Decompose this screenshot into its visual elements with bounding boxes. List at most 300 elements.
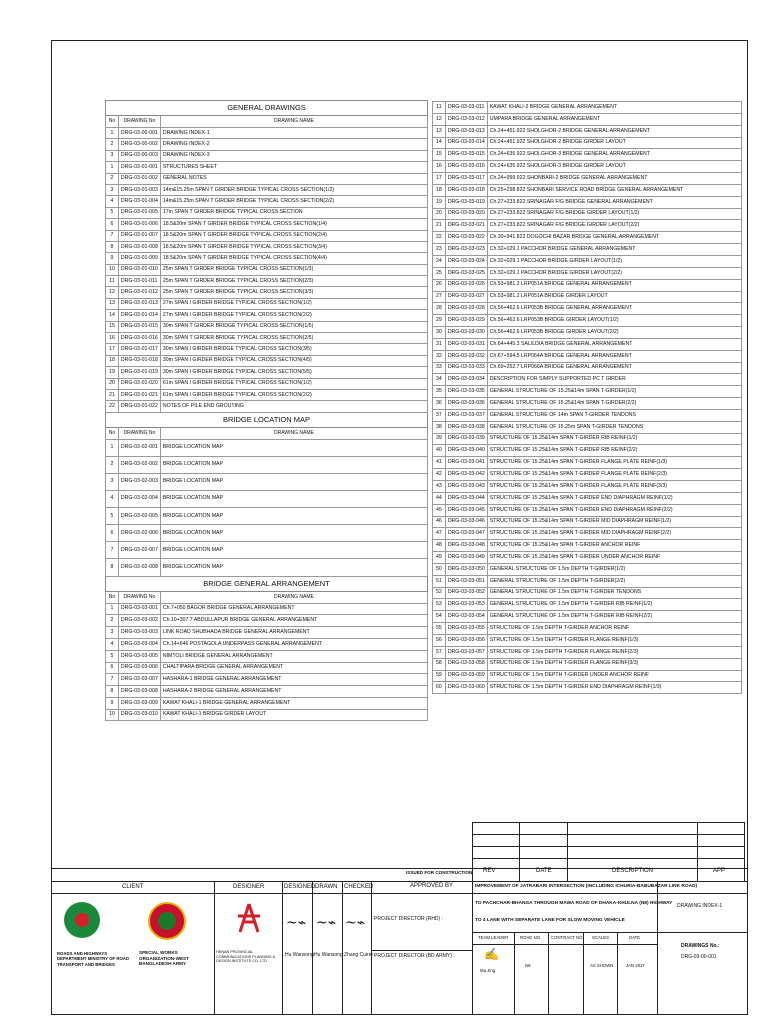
drawing-name-cell: STRUCTURE OF 1.5m DEPTH T-GIRDER FLANGE REINF(2/3): [487, 646, 741, 658]
scale-value: AS SHOWN: [590, 963, 614, 968]
drawing-name-cell: STRUCTURE OF 1.5m DEPTH T-GIRDER UNDER ANCHOR REINF: [487, 670, 741, 682]
drawing-number-cell: DRG-03-03-033: [445, 362, 487, 374]
table-row: [433, 433, 742, 445]
drawing-number-cell: DRG-03-03-025: [445, 267, 487, 279]
row-number: 16: [433, 161, 446, 173]
section-title: GENERAL DRAWINGS: [106, 101, 428, 116]
row-number: 50: [433, 563, 446, 575]
row-number: 45: [433, 504, 446, 516]
table-row: [106, 344, 428, 355]
table-row: [433, 409, 742, 421]
row-number: 22: [433, 232, 446, 244]
row-number: 1: [106, 128, 119, 139]
drawing-name-cell: Ch.27+233.822 SRINAGAR F/G BRIDGE GIRDER LAYOUT(1/2): [487, 208, 741, 220]
drawing-number-cell: DRG-03-03-039: [445, 433, 487, 445]
project-line-2: TO PACHCHAR-BHANGA THROUGH MAWA ROAD OF DHAKA-KHULNA (N8) HIGHWAY: [475, 901, 673, 906]
row-number: 53: [433, 599, 446, 611]
row-number: 38: [433, 421, 446, 433]
drawing-number-cell: DRG-03-03-026: [445, 279, 487, 291]
table-row: [106, 508, 428, 525]
row-number: 27: [433, 291, 446, 303]
drawing-number-cell: DRG-03-03-019: [445, 196, 487, 208]
table-row: [433, 327, 742, 339]
table-row: [433, 149, 742, 161]
drawing-name-cell: DRAWING INDEX-1: [160, 128, 427, 139]
table-row: [433, 232, 742, 244]
drawing-number-cell: DRG-03-03-030: [445, 327, 487, 339]
drawing-name-cell: Ch.69+252.7 LRP066A BRIDGE GENERAL ARRANGEMENT: [487, 362, 741, 374]
drawing-name-cell: 30m SPAN T GIRDER BRIDGE TYPICAL CROSS SECTION(2/5): [160, 333, 427, 344]
drawing-name-cell: STRUCTURE OF 15.25&14m SPAN T-GIRDER END DIAPHRAGM REINF(1/2): [487, 492, 741, 504]
drawing-name-cell: KAWAT KHALI-1 BRIDGE GIRDER LAYOUT: [160, 709, 427, 721]
drawing-name-cell: Ch.56+462.6 LRP053B BRIDGE GIRDER LAYOUT(2/2): [487, 327, 741, 339]
row-number: 51: [433, 575, 446, 587]
client-name: ROADS AND HIGHWAYS DEPARTMENT MINISTRY OF ROAD TRANSPORT AND BRIDGES: [57, 951, 130, 967]
rev-header: REV: [483, 868, 496, 874]
row-number: 54: [433, 611, 446, 623]
table-row: [106, 241, 428, 252]
row-number: 42: [433, 469, 446, 481]
row-number: 8: [106, 686, 119, 698]
drawing-name-cell: Ch.24+451.922 SHOLGHOR-2 BRIDGE GIRDER LAYOUT: [487, 137, 741, 149]
row-number: 3: [106, 627, 119, 639]
table-row: [106, 355, 428, 366]
drawing-name-cell: 14m&15.25m SPAN T GIRDER BRIDGE TYPICAL CROSS SECTION(1/2): [160, 184, 427, 195]
road-value: N8: [525, 963, 531, 968]
column-header: DRAWING NAME: [160, 427, 427, 439]
table-row: [433, 421, 742, 433]
row-number: 28: [433, 303, 446, 315]
drawing-number-cell: DRG-03-03-035: [445, 386, 487, 398]
table-row: [433, 398, 742, 410]
drawing-name-cell: Ch.53+981.2 LRP051A BRIDGE GENERAL ARRANGEMENT: [487, 279, 741, 291]
drawing-number-cell: DRG-03-02-005: [118, 508, 160, 525]
drawing-number-cell: DRG-03-03-052: [445, 587, 487, 599]
drawing-name-cell: 25m SPAN T GIRDER BRIDGE TYPICAL CROSS SECTION(3/3): [160, 287, 427, 298]
drawing-name-cell: GENERAL STRUCTURE OF 14m SPAN T-GIRDER TENDONS: [487, 409, 741, 421]
row-number: 55: [433, 623, 446, 635]
row-number: 8: [106, 241, 119, 252]
row-number: 13: [106, 298, 119, 309]
drawing-number-cell: DRG-03-03-036: [445, 398, 487, 410]
drawing-name-cell: 30m SPAN I GIRDER BRIDGE TYPICAL CROSS SECTION(5/5): [160, 367, 427, 378]
drawing-number-cell: DRG-03-03-045: [445, 504, 487, 516]
drawing-name-cell: STRUCTURE OF 15.25&14m SPAN T-GIRDER MID DIAPHRAGM REINF(2/2): [487, 528, 741, 540]
drawing-number: DRG-03-00-001: [681, 954, 717, 960]
drawing-name-cell: BRIDGE LOCATION MAP: [160, 491, 427, 508]
drawing-number-cell: DRG-03-03-038: [445, 421, 487, 433]
drawing-number-cell: DRG-03-03-044: [445, 492, 487, 504]
drawing-title: DRAWING INDEX-1: [677, 903, 723, 909]
table-row: [433, 528, 742, 540]
drawing-number-cell: DRG-03-03-040: [445, 445, 487, 457]
left-index-table: [105, 100, 428, 721]
drawing-number-cell: DRG-03-03-042: [445, 469, 487, 481]
row-number: 26: [433, 279, 446, 291]
table-row: [106, 491, 428, 508]
drawing-number-cell: DRG-03-01-014: [118, 310, 160, 321]
row-number: 6: [106, 662, 119, 674]
section-title: BRIDGE GENERAL ARRANGEMENT: [106, 576, 428, 591]
table-row: [433, 338, 742, 350]
drawing-name-cell: 27m SPAN I GIRDER BRIDGE TYPICAL CROSS SECTION(2/2): [160, 310, 427, 321]
table-row: [106, 559, 428, 576]
drawing-number-cell: DRG-03-03-001: [118, 603, 160, 615]
drawing-number-cell: DRG-03-01-020: [118, 378, 160, 389]
drawing-number-cell: DRG-03-03-027: [445, 291, 487, 303]
row-number: 5: [106, 508, 119, 525]
drawing-number-cell: DRG-03-02-002: [118, 456, 160, 473]
table-row: [106, 298, 428, 309]
row-number: 18: [106, 355, 119, 366]
approved-by-header: APPROVED BY: [410, 883, 454, 889]
row-number: 20: [433, 208, 446, 220]
designer-header: DESIGNER: [233, 884, 265, 890]
drawing-name-cell: 18.5&20m SPAN T GIRDER BRIDGE TYPICAL CROSS SECTION(4/4): [160, 253, 427, 264]
table-row: [433, 599, 742, 611]
drawing-name-cell: GENERAL STRUCTURE OF 1.5m DEPTH T-GIRDER TENDONS: [487, 587, 741, 599]
table-row: [433, 682, 742, 694]
row-number: 2: [106, 615, 119, 627]
column-header-row: [106, 427, 428, 439]
table-row: [106, 473, 428, 490]
checked-header: CHECKED: [344, 884, 374, 890]
scales-label: SCALES: [592, 935, 609, 940]
table-row: [106, 525, 428, 542]
row-number: 24: [433, 255, 446, 267]
pd-army-label: PROJECT DIRECTOR (BD ARMY) :: [374, 953, 455, 959]
table-row: [433, 220, 742, 232]
drawing-number-cell: DRG-03-03-041: [445, 457, 487, 469]
drawing-number-cell: DRG-03-03-059: [445, 670, 487, 682]
drawing-number-cell: DRG-03-03-051: [445, 575, 487, 587]
drawing-name-cell: Ch.56+462.6 LRP053B BRIDGE GENERAL ARRANGEMENT: [487, 303, 741, 315]
row-number: 9: [106, 253, 119, 264]
table-row: [433, 279, 742, 291]
table-row: [106, 150, 428, 161]
table-row: [106, 162, 428, 173]
table-row: [106, 456, 428, 473]
drawn-by: Hu Wansong: [314, 952, 343, 958]
drawing-name-cell: NOTES OF PILE END GROUTING: [160, 401, 427, 412]
table-row: [433, 552, 742, 564]
drawing-name-cell: Ch.30+941.822 DOGOCHI BAZAR BRIDGE GENERAL ARRANGEMENT: [487, 232, 741, 244]
column-header-row: [106, 591, 428, 603]
drawing-number-cell: DRG-03-03-013: [445, 125, 487, 137]
table-row: [106, 264, 428, 275]
drawing-number-cell: DRG-03-03-017: [445, 173, 487, 185]
table-row: [433, 161, 742, 173]
contract-no-label: CONTRACT NO.: [551, 935, 584, 940]
drawing-name-cell: BRIDGE LOCATION MAP: [160, 508, 427, 525]
row-number: 56: [433, 634, 446, 646]
column-header: DRAWING No: [118, 427, 160, 439]
date-value: JAN 2017: [626, 963, 645, 968]
drawing-name-cell: STRUCTURE OF 15.25&14m SPAN T-GIRDER UNDER ANCHOR REINF: [487, 552, 741, 564]
row-number: 19: [106, 367, 119, 378]
row-number: 3: [106, 150, 119, 161]
row-number: 11: [106, 276, 119, 287]
row-number: 3: [106, 184, 119, 195]
drawing-number-cell: DRG-03-02-001: [118, 439, 160, 456]
table-row: [433, 291, 742, 303]
table-row: [433, 374, 742, 386]
drawing-number-cell: DRG-03-03-046: [445, 516, 487, 528]
drawing-name-cell: Ch.24+451.922 SHOLGHOR-2 BRIDGE GENERAL ARRANGEMENT: [487, 125, 741, 137]
client-header: CLIENT: [122, 884, 144, 890]
table-row: [433, 469, 742, 481]
table-row: [106, 662, 428, 674]
table-row: [433, 244, 742, 256]
designer-logo: [234, 902, 264, 936]
column-header: No: [106, 427, 119, 439]
drawing-name-cell: GENERAL NOTES: [160, 173, 427, 184]
drawing-name-cell: GENERAL STRUCTURE OF 1.5m DEPTH T-GIRDER(1/2): [487, 563, 741, 575]
right-index-table: [432, 101, 742, 694]
drawing-name-cell: 30m SPAN I GIRDER BRIDGE TYPICAL CROSS SECTION(4/5): [160, 355, 427, 366]
drawing-number-cell: DRG-03-03-060: [445, 682, 487, 694]
table-row: [106, 321, 428, 332]
drawing-name-cell: Ch.24+635.922 SHOLGHOR-3 BRIDGE GENERAL ARRANGEMENT: [487, 149, 741, 161]
drawing-number-cell: DRG-03-03-005: [118, 650, 160, 662]
column-header: No: [106, 591, 119, 603]
drawing-number-cell: DRG-03-02-004: [118, 491, 160, 508]
drawing-number-cell: DRG-03-02-007: [118, 542, 160, 559]
drawing-number-cell: DRG-03-03-054: [445, 611, 487, 623]
row-number: 43: [433, 481, 446, 493]
drawing-number-cell: DRG-03-03-043: [445, 481, 487, 493]
table-row: [433, 540, 742, 552]
row-number: 33: [433, 362, 446, 374]
row-number: 5: [106, 207, 119, 218]
drawing-number-cell: DRG-03-03-010: [118, 709, 160, 721]
drawing-name-cell: Ch.27+233.822 SRINAGAR F/G BRIDGE GENERAL ARRANGEMENT: [487, 196, 741, 208]
table-row: [106, 401, 428, 412]
drawing-number-cell: DRG-03-01-022: [118, 401, 160, 412]
drawing-number-cell: DRG-03-01-012: [118, 287, 160, 298]
drawing-name-cell: HASHARA-1 BRIDGE GENERAL ARRANGEMENT: [160, 674, 427, 686]
drawing-name-cell: Ch.64+445.3 SALILDIA BRIDGE GENERAL ARRANGEMENT: [487, 338, 741, 350]
drawing-number-cell: DRG-03-01-017: [118, 344, 160, 355]
drawing-number-cell: DRG-03-03-058: [445, 658, 487, 670]
drawing-name-cell: 30m SPAN T GIRDER BRIDGE TYPICAL CROSS SECTION(1/5): [160, 321, 427, 332]
table-row: [106, 253, 428, 264]
drawing-number-cell: DRG-03-01-009: [118, 253, 160, 264]
drawing-number-cell: DRG-03-03-032: [445, 350, 487, 362]
drawing-name-cell: HASHARA-2 BRIDGE GENERAL ARRANGEMENT: [160, 686, 427, 698]
row-number: 18: [433, 184, 446, 196]
row-number: 32: [433, 350, 446, 362]
drawing-number-cell: DRG-03-01-004: [118, 196, 160, 207]
table-row: [433, 125, 742, 137]
column-header: DRAWING NAME: [160, 116, 427, 128]
section-title-row: [106, 412, 428, 427]
row-number: 4: [106, 491, 119, 508]
checked-signature-icon: ~⌁: [345, 915, 366, 931]
drawing-name-cell: Ch.14+646 POSTAGOLA UNDERPASS GENERAL ARRANGEMENT: [160, 638, 427, 650]
leader-signature-icon: ✍: [484, 947, 499, 961]
row-number: 7: [106, 230, 119, 241]
row-number: 9: [106, 697, 119, 709]
drawing-number-cell: DRG-03-01-008: [118, 241, 160, 252]
row-number: 25: [433, 267, 446, 279]
drawing-name-cell: BRIDGE LOCATION MAP: [160, 473, 427, 490]
drawing-number-cell: DRG-03-01-011: [118, 276, 160, 287]
row-number: 34: [433, 374, 446, 386]
drawing-name-cell: Ch.24+999.922 SHONBARI-2 BRIDGE GENERAL ARRANGEMENT: [487, 173, 741, 185]
drawing-number-cell: DRG-03-03-055: [445, 623, 487, 635]
drawing-number-cell: DRG-03-03-002: [118, 615, 160, 627]
drawing-name-cell: Ch.10+307.7 ABDULLAPUR BRIDGE GENERAL ARRANGEMENT: [160, 615, 427, 627]
app-header: APP: [713, 868, 726, 874]
row-number: 1: [106, 439, 119, 456]
drawing-name-cell: 14m&15.25m SPAN T GIRDER BRIDGE TYPICAL CROSS SECTION(2/2): [160, 196, 427, 207]
drawing-name-cell: Ch.32+029.1 PACCHOR BRIDGE GIRDER LAYOUT(1/2): [487, 255, 741, 267]
drawing-name-cell: NIMTOLI BRIDGE GENERAL ARRANGEMENT: [160, 650, 427, 662]
row-number: 60: [433, 682, 446, 694]
drawing-name-cell: STRUCTURE OF 15.25&14m SPAN T-GIRDER END DIAPHRAGM REINF(2/2): [487, 504, 741, 516]
drawing-number-cell: DRG-03-03-008: [118, 686, 160, 698]
drawing-number-cell: DRG-03-01-007: [118, 230, 160, 241]
drawing-number-cell: DRG-03-02-006: [118, 525, 160, 542]
drawing-name-cell: 27m SPAN I GIRDER BRIDGE TYPICAL CROSS SECTION(1/2): [160, 298, 427, 309]
table-row: [433, 563, 742, 575]
table-row: [106, 287, 428, 298]
table-row: [433, 196, 742, 208]
drawing-name-cell: Ch.53+981.2 LRP051A BRIDGE GIRDER LAYOUT: [487, 291, 741, 303]
table-row: [106, 378, 428, 389]
row-number: 57: [433, 646, 446, 658]
drawing-number-cell: DRG-03-01-001: [118, 162, 160, 173]
drawing-name-cell: 18.5&20m SPAN T GIRDER BRIDGE TYPICAL CROSS SECTION(2/4): [160, 230, 427, 241]
drawing-number-cell: DRG-03-03-015: [445, 149, 487, 161]
table-row: [433, 587, 742, 599]
table-row: [106, 709, 428, 721]
drawing-name-cell: STRUCTURE OF 1.5m DEPTH T-GIRDER FLANGE REINF(3/3): [487, 658, 741, 670]
drawing-number-cell: DRG-03-03-029: [445, 315, 487, 327]
drawing-number-cell: DRG-03-03-034: [445, 374, 487, 386]
row-number: 10: [106, 709, 119, 721]
table-row: [106, 439, 428, 456]
drawing-name-cell: DRAWING INDEX-2: [160, 139, 427, 150]
row-number: 52: [433, 587, 446, 599]
date-header: DATE: [536, 868, 552, 874]
drawing-number-cell: DRG-03-03-016: [445, 161, 487, 173]
drawing-name-cell: 17m SPAN T GIRDER BRIDGE TYPICAL CROSS SECTION: [160, 207, 427, 218]
table-row: [106, 207, 428, 218]
table-row: [433, 267, 742, 279]
drawing-name-cell: GENERAL STRUCTURE OF 1.5m DEPTH T-GIRDER RIB REINF(2/2): [487, 611, 741, 623]
drawing-number-cell: DRG-03-03-049: [445, 552, 487, 564]
row-number: 8: [106, 559, 119, 576]
table-row: [106, 615, 428, 627]
table-row: [433, 658, 742, 670]
drawing-name-cell: Ch.25+298.822 SHONBARI SERVICE ROAD BRIDGE GENERAL ARRANGEMENT: [487, 184, 741, 196]
column-header: DRAWING No: [118, 591, 160, 603]
table-row: [106, 697, 428, 709]
row-number: 37: [433, 409, 446, 421]
drawing-name-cell: STRUCTURE OF 15.25&14m SPAN T-GIRDER FLANGE PLATE REINF(2/3): [487, 469, 741, 481]
drawing-name-cell: STRUCTURES SHEET: [160, 162, 427, 173]
row-number: 30: [433, 327, 446, 339]
issued-for-construction: ISSUED FOR CONSTRUCTION: [406, 870, 473, 875]
drawing-number-cell: DRG-03-01-019: [118, 367, 160, 378]
table-row: [433, 386, 742, 398]
designed-header: DESIGNED: [284, 884, 316, 890]
table-row: [106, 367, 428, 378]
table-row: [433, 516, 742, 528]
row-number: 31: [433, 338, 446, 350]
drawing-number-cell: DRG-03-01-015: [118, 321, 160, 332]
row-number: 21: [433, 220, 446, 232]
section-title: BRIDGE LOCATION MAP: [106, 412, 428, 427]
table-row: [106, 333, 428, 344]
drawing-name-cell: BRIDGE LOCATION MAP: [160, 456, 427, 473]
table-row: [433, 670, 742, 682]
table-row: [106, 139, 428, 150]
table-row: [433, 102, 742, 114]
table-row: [106, 686, 428, 698]
drawing-number-cell: DRG-03-03-024: [445, 255, 487, 267]
table-row: [433, 255, 742, 267]
row-number: 59: [433, 670, 446, 682]
table-row: [433, 646, 742, 658]
column-header: DRAWING NAME: [160, 591, 427, 603]
row-number: 22: [106, 401, 119, 412]
table-row: [433, 611, 742, 623]
table-row: [106, 603, 428, 615]
table-row: [433, 445, 742, 457]
drawing-number-cell: DRG-03-03-004: [118, 638, 160, 650]
drawing-number-cell: DRG-03-03-022: [445, 232, 487, 244]
row-number: 17: [106, 344, 119, 355]
row-number: 14: [433, 137, 446, 149]
table-row: [433, 623, 742, 635]
row-number: 2: [106, 456, 119, 473]
drawing-number-cell: DRG-03-01-003: [118, 184, 160, 195]
drawing-name-cell: Ch.32+029.1 PACCHOR BRIDGE GENERAL ARRANGEMENT: [487, 244, 741, 256]
drawing-name-cell: GENERAL STRUCTURE OF 15.25&14m SPAN T-GIRDER(1/2): [487, 386, 741, 398]
drawing-number-cell: DRG-03-01-005: [118, 207, 160, 218]
drawing-number-cell: DRG-03-00-003: [118, 150, 160, 161]
drawing-number-cell: DRG-03-03-023: [445, 244, 487, 256]
drawing-number-cell: DRG-03-01-016: [118, 333, 160, 344]
drawing-number-cell: DRG-03-01-013: [118, 298, 160, 309]
table-row: [106, 219, 428, 230]
row-number: 4: [106, 638, 119, 650]
drawing-name-cell: Ch.7+050 BAGOR BRIDGE GENERAL ARRANGEMENT: [160, 603, 427, 615]
column-header: No: [106, 116, 119, 128]
row-number: 49: [433, 552, 446, 564]
drawing-number-cell: DRG-03-02-003: [118, 473, 160, 490]
row-number: 3: [106, 473, 119, 490]
table-row: [106, 674, 428, 686]
leader-name: Ma Jing: [480, 968, 496, 973]
drawing-number-cell: DRG-03-03-047: [445, 528, 487, 540]
pd-rhd-label: PROJECT DIRECTOR (RHD) :: [374, 916, 443, 922]
designer-name: HENAN PROVINCIAL COMMUNICATIONS PLANNING & DESIGN INSTITUTE CO.,LTD: [216, 950, 276, 964]
row-number: 2: [106, 173, 119, 184]
table-row: [106, 173, 428, 184]
table-row: [433, 481, 742, 493]
drawing-number-cell: DRG-03-02-008: [118, 559, 160, 576]
drawing-name-cell: 25m SPAN T GIRDER BRIDGE TYPICAL CROSS SECTION(2/3): [160, 276, 427, 287]
drawing-name-cell: GENERAL STRUCTURE OF 1.5m DEPTH T-GIRDER(2/2): [487, 575, 741, 587]
row-number: 2: [106, 139, 119, 150]
table-row: [433, 492, 742, 504]
row-number: 7: [106, 542, 119, 559]
row-number: 13: [433, 125, 446, 137]
